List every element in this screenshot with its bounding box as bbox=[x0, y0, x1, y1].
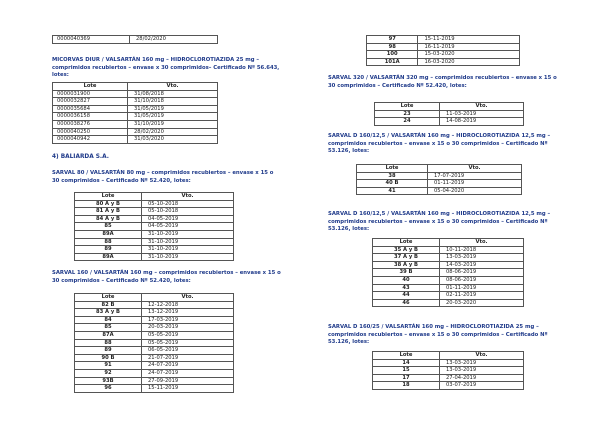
vto-cell: 08-06-2019 bbox=[440, 269, 524, 277]
col-lote: Lote bbox=[375, 103, 440, 111]
table-serval-d-160-12-5-b bbox=[372, 238, 524, 307]
vto-cell: 05-04-2020 bbox=[428, 187, 522, 195]
vto-cell: 20-03-2019 bbox=[142, 324, 234, 332]
col-lote: Lote bbox=[373, 239, 440, 247]
vto-cell: 01-11-2019 bbox=[440, 284, 524, 292]
table-row bbox=[75, 253, 234, 261]
table-row bbox=[373, 292, 524, 300]
table-row bbox=[373, 246, 524, 254]
lote-cell: 0000031900 bbox=[53, 90, 128, 98]
vto-cell: 24-07-2019 bbox=[142, 369, 234, 377]
vto-cell: 03-07-2019 bbox=[440, 382, 524, 390]
lote-cell: 82 B bbox=[75, 301, 142, 309]
lote-cell: 0000040369 bbox=[53, 36, 130, 44]
col-vto: Vto. bbox=[440, 239, 524, 247]
col-lote: Lote bbox=[53, 83, 128, 91]
table-row bbox=[75, 362, 234, 370]
table-row bbox=[75, 246, 234, 254]
table-row bbox=[373, 269, 524, 277]
vto-cell: 31-10-2019 bbox=[142, 253, 234, 261]
lote-cell: 39 B bbox=[373, 269, 440, 277]
table-row bbox=[53, 105, 218, 113]
lote-cell: 85 bbox=[75, 324, 142, 332]
vto-cell: 13-12-2019 bbox=[142, 309, 234, 317]
lote-cell: 0000040942 bbox=[53, 136, 128, 144]
lote-cell: 91 bbox=[75, 362, 142, 370]
lote-cell: 88 bbox=[75, 339, 142, 347]
table-row bbox=[53, 128, 218, 136]
table-row bbox=[53, 136, 218, 144]
vto-cell: 15-11-2019 bbox=[418, 36, 520, 44]
col-vto: Vto. bbox=[142, 193, 234, 201]
lote-cell: 23 bbox=[375, 110, 440, 118]
col-lote: Lote bbox=[75, 193, 142, 201]
table-row bbox=[367, 51, 520, 59]
table-serval-d-160-12-5 bbox=[356, 164, 522, 195]
vto-cell: 02-11-2019 bbox=[440, 292, 524, 300]
table-row bbox=[75, 316, 234, 324]
lote-cell: 89 bbox=[75, 246, 142, 254]
lote-cell: 84 bbox=[75, 316, 142, 324]
lote-cell: 35 A y B bbox=[373, 246, 440, 254]
vto-cell: 13-03-2019 bbox=[440, 367, 524, 375]
lote-cell: 24 bbox=[375, 118, 440, 126]
vto-cell: 13-03-2019 bbox=[440, 359, 524, 367]
table-row bbox=[75, 324, 234, 332]
table-row bbox=[53, 113, 218, 121]
table-row bbox=[53, 36, 218, 44]
lote-cell: 38 A y B bbox=[373, 261, 440, 269]
vto-cell: 15-03-2020 bbox=[418, 51, 520, 59]
table-row bbox=[373, 367, 524, 375]
lote-cell: 46 bbox=[373, 299, 440, 307]
heading-serval-80: SARVAL 80 / VALSARTÁN 80 mg – comprimidos recubiertos – envase x 15 o 30 comprimidos – Certificado Nº 52.420, lotes: bbox=[52, 170, 274, 184]
table-row bbox=[75, 238, 234, 246]
table-row bbox=[75, 200, 234, 208]
table-row bbox=[373, 374, 524, 382]
lote-cell: 89 bbox=[75, 347, 142, 355]
vto-cell: 01-11-2019 bbox=[428, 180, 522, 188]
table-row bbox=[357, 187, 522, 195]
col-vto: Vto. bbox=[142, 294, 234, 302]
table-row bbox=[75, 354, 234, 362]
vto-cell: 13-03-2019 bbox=[440, 254, 524, 262]
vto-cell: 21-07-2019 bbox=[142, 354, 234, 362]
table-serval-d-160-25 bbox=[372, 351, 524, 390]
table-row bbox=[373, 382, 524, 390]
vto-cell: 31-10-2019 bbox=[142, 238, 234, 246]
vto-cell: 05-10-2018 bbox=[142, 200, 234, 208]
lote-cell: 92 bbox=[75, 369, 142, 377]
heading-serval-d-160-12-5-b: SARVAL D 160/12,5 / VALSARTÁN 160 mg – HIDROCLOROTIAZIDA 12,5 mg – comprimidos recubiertos – envase x 15 o 30 comprimidos – Certificado Nº 53.126, lotes: bbox=[328, 211, 551, 233]
vto-cell: 05-10-2018 bbox=[142, 208, 234, 216]
table-row bbox=[357, 180, 522, 188]
table-row bbox=[373, 284, 524, 292]
vto-cell: 16-11-2019 bbox=[418, 43, 520, 51]
lote-cell: 81 A y B bbox=[75, 208, 142, 216]
lote-cell: 96 bbox=[75, 385, 142, 393]
lote-cell: 98 bbox=[367, 43, 418, 51]
table-serval-80 bbox=[74, 192, 234, 261]
vto-cell: 05-05-2019 bbox=[142, 339, 234, 347]
lote-cell: 93B bbox=[75, 377, 142, 385]
col-lote: Lote bbox=[75, 294, 142, 302]
vto-cell: 31/05/2019 bbox=[128, 105, 218, 113]
lote-cell: 89A bbox=[75, 230, 142, 238]
section-baliarda: 4) BALIARDA S.A. bbox=[52, 154, 109, 160]
vto-cell: 31/10/2018 bbox=[128, 98, 218, 106]
vto-cell: 10-11-2018 bbox=[440, 246, 524, 254]
col-lote: Lote bbox=[373, 352, 440, 360]
vto-cell: 08-06-2019 bbox=[440, 276, 524, 284]
table-row bbox=[375, 118, 524, 126]
vto-cell: 05-05-2019 bbox=[142, 331, 234, 339]
table-row bbox=[373, 276, 524, 284]
table-row bbox=[75, 331, 234, 339]
vto-cell: 27-04-2019 bbox=[440, 374, 524, 382]
vto-cell: 20-03-2020 bbox=[440, 299, 524, 307]
col-lote: Lote bbox=[357, 165, 428, 173]
vto-cell: 31/08/2018 bbox=[128, 90, 218, 98]
table-row bbox=[75, 369, 234, 377]
table-row bbox=[75, 208, 234, 216]
lote-cell: 44 bbox=[373, 292, 440, 300]
vto-cell: 28/02/2020 bbox=[128, 128, 218, 136]
lote-cell: 15 bbox=[373, 367, 440, 375]
table-micorvas bbox=[52, 82, 218, 144]
lote-cell: 97 bbox=[367, 36, 418, 44]
vto-cell: 14-03-2019 bbox=[440, 261, 524, 269]
col-vto: Vto. bbox=[440, 103, 524, 111]
lote-cell: 0000036158 bbox=[53, 113, 128, 121]
table-top-left bbox=[52, 35, 218, 44]
vto-cell: 12-12-2018 bbox=[142, 301, 234, 309]
table-row bbox=[373, 254, 524, 262]
table-row bbox=[373, 299, 524, 307]
vto-cell: 16-03-2020 bbox=[418, 58, 520, 66]
table-row bbox=[75, 223, 234, 231]
col-vto: Vto. bbox=[128, 83, 218, 91]
lote-cell: 40 bbox=[373, 276, 440, 284]
vto-cell: 17-07-2019 bbox=[428, 172, 522, 180]
lote-cell: 84 A y B bbox=[75, 215, 142, 223]
table-row bbox=[367, 58, 520, 66]
col-vto: Vto. bbox=[428, 165, 522, 173]
table-row bbox=[53, 120, 218, 128]
lote-cell: 0000032827 bbox=[53, 98, 128, 106]
lote-cell: 17 bbox=[373, 374, 440, 382]
table-row bbox=[75, 309, 234, 317]
vto-cell: 31/03/2020 bbox=[128, 136, 218, 144]
lote-cell: 38 bbox=[357, 172, 428, 180]
table-serval-160 bbox=[74, 293, 234, 393]
vto-cell: 04-05-2019 bbox=[142, 223, 234, 231]
lote-cell: 101A bbox=[367, 58, 418, 66]
vto-cell: 28/02/2020 bbox=[130, 36, 218, 44]
lote-cell: 18 bbox=[373, 382, 440, 390]
lote-cell: 14 bbox=[373, 359, 440, 367]
table-row bbox=[75, 377, 234, 385]
heading-serval-d-160-12-5: SARVAL D 160/12,5 / VALSARTÁN 160 mg – HIDROCLOROTIAZIDA 12,5 mg – comprimidos recubiertos – envase x 15 o 30 comprimidos – Certificado Nº 53.126, lotes: bbox=[328, 133, 551, 155]
lote-cell: 88 bbox=[75, 238, 142, 246]
lote-cell: 85 bbox=[75, 223, 142, 231]
vto-cell: 17-03-2019 bbox=[142, 316, 234, 324]
table-row bbox=[367, 36, 520, 44]
lote-cell: 37 A y B bbox=[373, 254, 440, 262]
table-row bbox=[75, 347, 234, 355]
vto-cell: 31-10-2019 bbox=[142, 246, 234, 254]
table-serval-320 bbox=[374, 102, 524, 126]
table-row bbox=[75, 339, 234, 347]
table-row bbox=[53, 90, 218, 98]
heading-micorvas: MICORVAS DIUR / VALSARTÁN 160 mg – HIDROCLOROTIAZIDA 25 mg – comprimidos recubiertos – envase x 30 comprimidos– Certificado Nº 56.643, lotes: bbox=[52, 57, 280, 79]
table-row bbox=[375, 110, 524, 118]
lote-cell: 41 bbox=[357, 187, 428, 195]
lote-cell: 0000035684 bbox=[53, 105, 128, 113]
vto-cell: 14-08-2019 bbox=[440, 118, 524, 126]
lote-cell: 0000038276 bbox=[53, 120, 128, 128]
vto-cell: 31/05/2019 bbox=[128, 113, 218, 121]
heading-serval-320: SARVAL 320 / VALSARTÁN 320 mg – comprimidos recubiertos – envase x 15 o 30 comprimidos – Certificado Nº 52.420, lotes: bbox=[328, 75, 557, 89]
vto-cell: 31/10/2019 bbox=[128, 120, 218, 128]
vto-cell: 15-11-2019 bbox=[142, 385, 234, 393]
lote-cell: 43 bbox=[373, 284, 440, 292]
lote-cell: 90 B bbox=[75, 354, 142, 362]
vto-cell: 06-05-2019 bbox=[142, 347, 234, 355]
table-row bbox=[373, 261, 524, 269]
lote-cell: 83 A y B bbox=[75, 309, 142, 317]
col-vto: Vto. bbox=[440, 352, 524, 360]
table-row bbox=[75, 230, 234, 238]
lote-cell: 100 bbox=[367, 51, 418, 59]
lote-cell: 0000040250 bbox=[53, 128, 128, 136]
heading-serval-d-160-25: SARVAL D 160/25 / VALSARTÁN 160 mg – HIDROCLOROTIAZIDA 25 mg – comprimidos recubiertos – envase x 15 o 30 comprimidos – Certificado Nº 53.126, lotes: bbox=[328, 324, 548, 346]
vto-cell: 27-09-2019 bbox=[142, 377, 234, 385]
table-row bbox=[75, 301, 234, 309]
table-row bbox=[367, 43, 520, 51]
vto-cell: 04-05-2019 bbox=[142, 215, 234, 223]
table-row bbox=[373, 359, 524, 367]
lote-cell: 87A bbox=[75, 331, 142, 339]
vto-cell: 24-07-2019 bbox=[142, 362, 234, 370]
lote-cell: 40 B bbox=[357, 180, 428, 188]
table-row bbox=[53, 98, 218, 106]
lote-cell: 80 A y B bbox=[75, 200, 142, 208]
vto-cell: 31-10-2019 bbox=[142, 230, 234, 238]
table-row bbox=[75, 215, 234, 223]
vto-cell: 11-03-2019 bbox=[440, 110, 524, 118]
lote-cell: 89A bbox=[75, 253, 142, 261]
table-row bbox=[75, 385, 234, 393]
table-top-right bbox=[366, 35, 520, 66]
table-row bbox=[357, 172, 522, 180]
heading-serval-160: SARVAL 160 / VALSARTÁN 160 mg – comprimidos recubiertos – envase x 15 o 30 comprimidos – Certificado Nº 52.420, lotes: bbox=[52, 270, 281, 284]
